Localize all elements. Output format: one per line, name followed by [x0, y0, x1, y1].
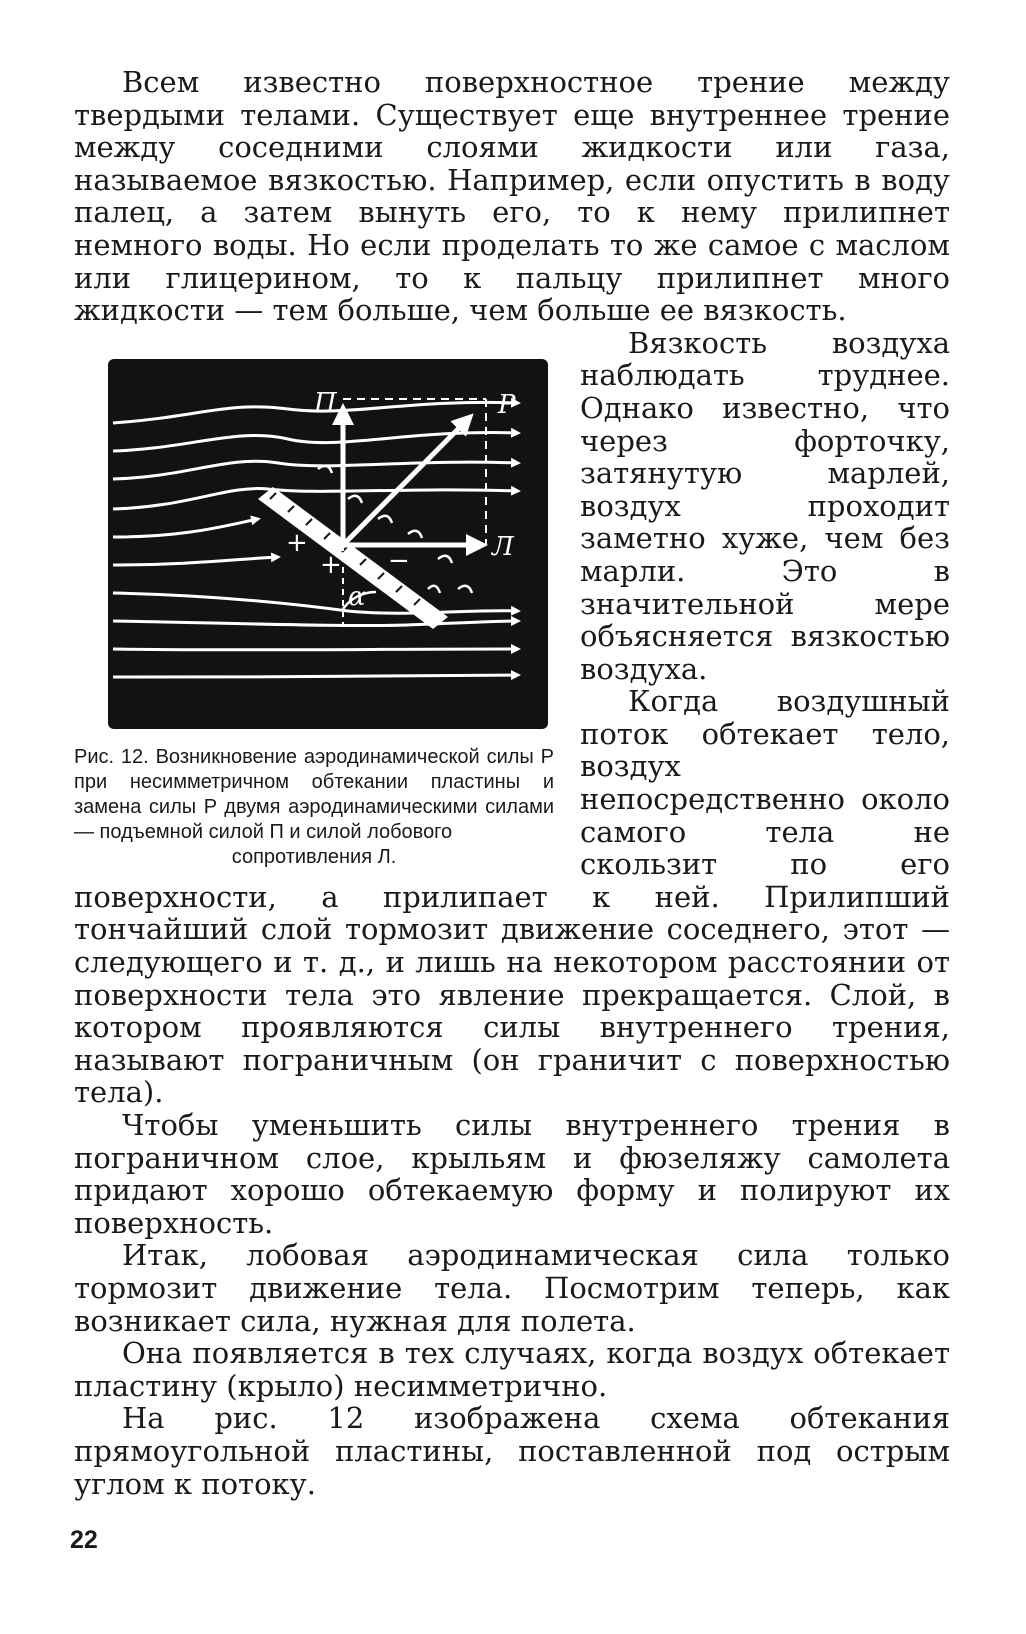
- streamline: [113, 519, 258, 537]
- vortex: [318, 466, 332, 473]
- caption-last-line: сопротивления Л.: [231, 845, 397, 868]
- paragraph-2: Вязкость воздуха наблюдать труднее. Однако известно, что через форточку, затянутую марлей, воздух проходит заметно хуже, чем без марли. Это в значительной мере объясняется вязкостью воздуха.: [580, 325, 950, 686]
- plus-sign: +: [286, 527, 308, 558]
- vortex: [428, 586, 440, 593]
- vortex: [408, 531, 422, 538]
- paragraph-5: Итак, лобовая аэродинамическая сила только тормозит движение тела. Посмотрим теперь, как возникает сила, нужная для полета.: [74, 1238, 950, 1338]
- label-angle: α: [348, 581, 366, 612]
- minus-sign: −: [324, 475, 346, 506]
- paragraph-7: На рис. 12 изображена схема обтекания прямоугольной пластины, поставленной под острым углом к потоку.: [74, 1401, 950, 1501]
- plus-sign: +: [320, 549, 342, 580]
- label-drag: Л: [492, 531, 514, 562]
- streamline: [113, 621, 518, 626]
- paragraph-3: Когда воздушный поток обтекает тело, воздух непосредственно около самого тела не скользит по его поверхности, а прилипает к ней. Прилипший тончайший слой тормозит движение соседнего, этот — следующего и т. д., и лишь на некотором расстоянии от поверхности тела это явление прекращается. Слой, в котором проявляются силы внутреннего трения, называют пограничным (он граничит с поверхностью тела).: [74, 684, 950, 1110]
- streamline: [113, 432, 518, 450]
- streamline: [113, 675, 518, 677]
- vortex: [378, 516, 392, 523]
- page-number: 22: [70, 1526, 98, 1554]
- figure-12: [74, 359, 554, 870]
- paragraph-4: Чтобы уменьшить силы внутреннего трения в пограничном слое, крыльям и фюзеляжу самолета придают хорошо обтекаемую форму и полируют их поверхность.: [74, 1108, 950, 1240]
- label-resultant: P: [498, 389, 516, 420]
- caption-text: Рис. 12. Возникновение аэродинамической силы P при несимметричном обтекании пластины и замена силы P двумя аэродинамическими силами — подъемной силой П и силой лобового: [74, 745, 554, 843]
- vortex: [348, 496, 362, 503]
- flow-diagram: [108, 359, 548, 729]
- text-column: [74, 66, 950, 1500]
- vortex: [458, 586, 472, 593]
- vortex: [438, 556, 452, 563]
- streamline: [113, 649, 518, 650]
- paragraph-1: Всем известно поверхностное трение между твердыми телами. Существует еще внутреннее трение между соседними слоями жидкости или газа, называемое вязкостью. Например, если опустить в воду палец, а затем вынуть его, то к нему прилипнет немного воды. Но если проделать то же самое с маслом или глицерином, то к пальцу прилипнет много жидкости — тем больше, чем больше ее вязкость.: [74, 65, 950, 328]
- label-lift: П: [314, 387, 337, 418]
- streamline: [113, 593, 518, 613]
- paragraph-6: Она появляется в тех случаях, когда воздух обтекает пластину (крыло) несимметрично.: [74, 1336, 950, 1403]
- flow-diagram-svg: [108, 359, 548, 729]
- streamline: [113, 557, 278, 565]
- figure-caption: [74, 745, 554, 870]
- streamline: [113, 461, 518, 479]
- streamline: [113, 488, 518, 508]
- minus-sign: −: [388, 545, 410, 576]
